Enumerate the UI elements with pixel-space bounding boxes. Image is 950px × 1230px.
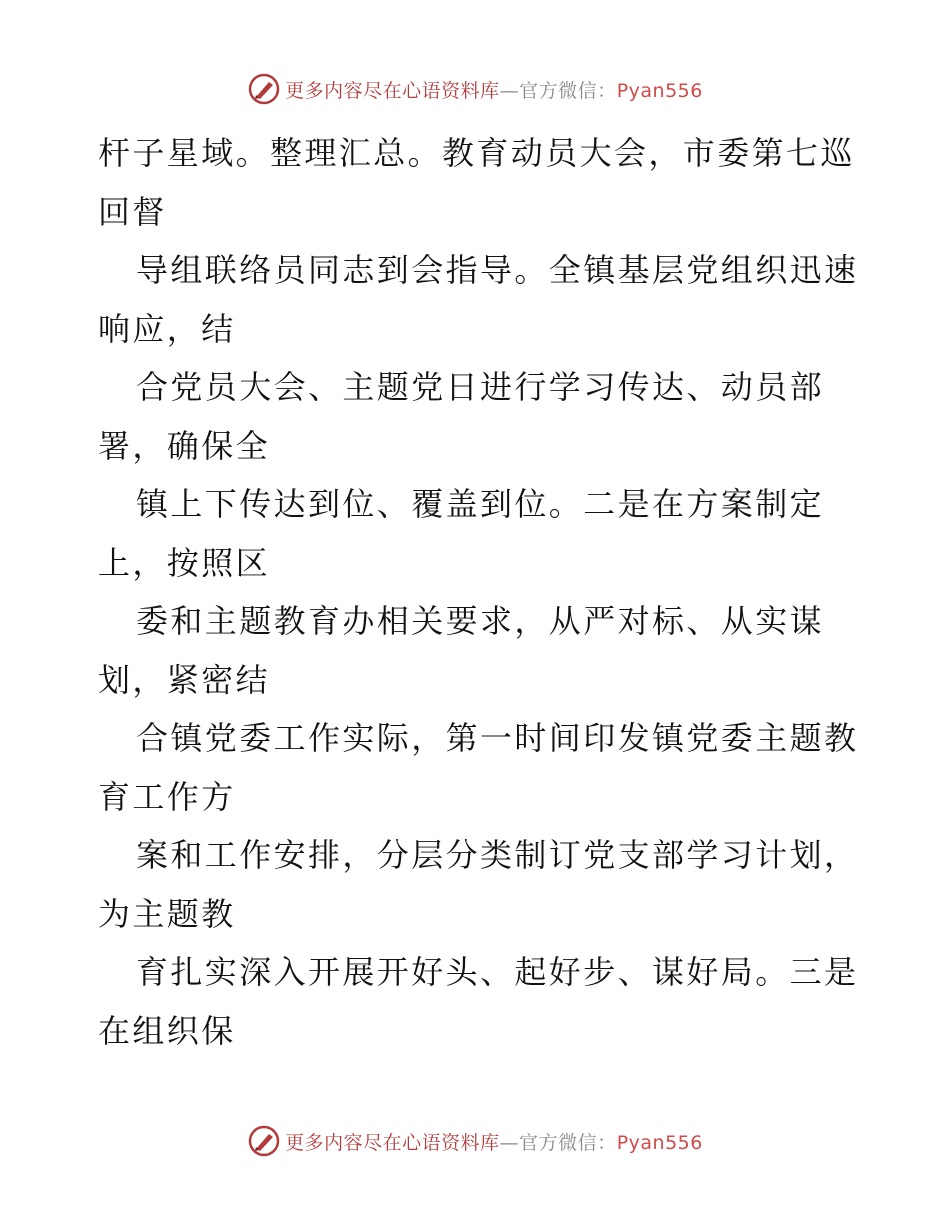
text-line: 划，紧密结 (98, 660, 271, 699)
text-line: 响应，结 (98, 309, 236, 348)
text-line: 杆子星域。整理汇总。教育动员大会，市委第七巡 (98, 134, 855, 172)
watermark-wechat-id: Pyan556 (616, 1131, 703, 1154)
footer-watermark (0, 1124, 950, 1158)
text-line: 为主题教 (98, 894, 236, 933)
text-line: 导组联络员同志到会指导。全镇基层党组织迅速 (136, 251, 859, 289)
watermark-middle: 官方微信： (519, 79, 617, 102)
text-line: 回督 (98, 192, 167, 231)
watermark-text (285, 1128, 703, 1155)
text-line: 在组织保 (98, 1011, 236, 1050)
text-line: 合镇党委工作实际，第一时间印发镇党委主题教 (136, 719, 859, 757)
text-line: 育工作方 (98, 777, 236, 816)
text-line: 镇上下传达到位、覆盖到位。二是在方案制定 (136, 485, 825, 523)
watermark-middle: 官方微信： (519, 1131, 617, 1154)
text-line: 育扎实深入开展开好头、起好步、谋好局。三是 (136, 953, 859, 991)
watermark-prefix: 更多内容尽在心语资料库 (285, 79, 500, 102)
text-line: 上，按照区 (98, 543, 271, 582)
document-body (98, 124, 858, 1060)
watermark-separator: — (499, 1131, 520, 1154)
watermark-prefix: 更多内容尽在心语资料库 (285, 1131, 500, 1154)
header-watermark (0, 72, 950, 106)
watermark-separator: — (499, 79, 520, 102)
text-line: 合党员大会、主题党日进行学习传达、动员部 (136, 368, 825, 406)
pen-seal-icon (247, 72, 281, 106)
pen-seal-icon (247, 1124, 281, 1158)
watermark-wechat-id: Pyan556 (616, 79, 703, 102)
text-line: 署，确保全 (98, 426, 271, 465)
text-line: 案和工作安排，分层分类制订党支部学习计划， (136, 836, 859, 874)
text-line: 委和主题教育办相关要求，从严对标、从实谋 (136, 602, 825, 640)
watermark-text (285, 76, 703, 103)
